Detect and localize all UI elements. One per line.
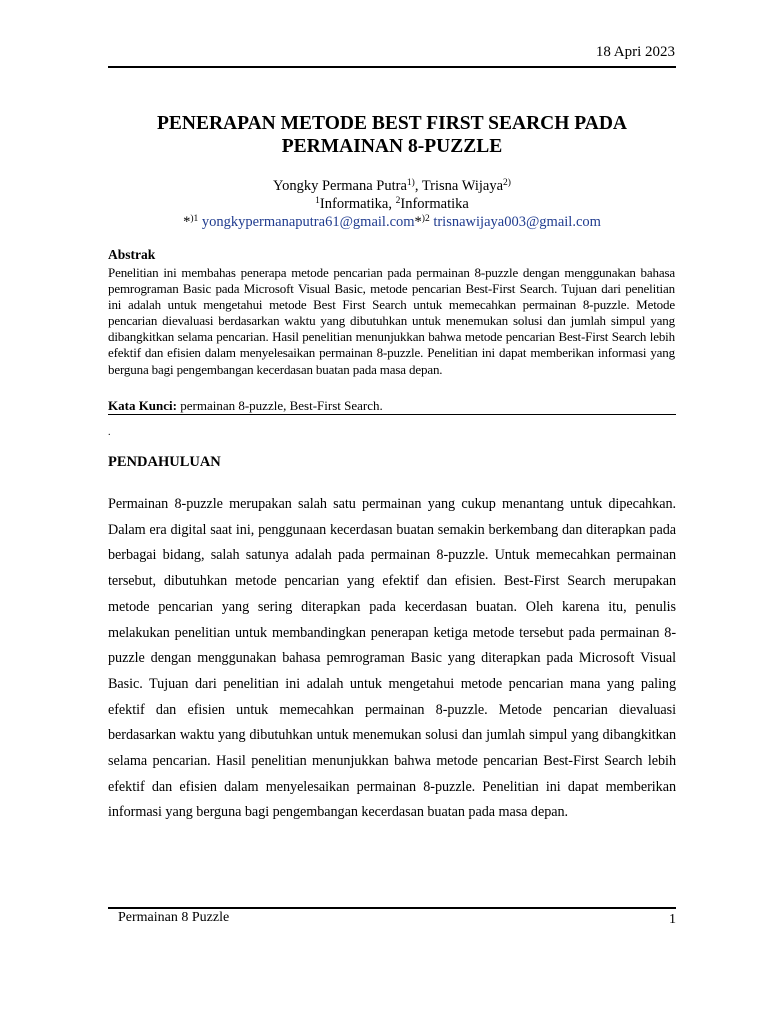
author-2-marker: 2) xyxy=(503,178,511,188)
header-date: 18 Apri 2023 xyxy=(595,44,675,60)
author-separator: , xyxy=(414,178,422,194)
affiliations xyxy=(108,195,676,213)
affiliation-1: Informatika, xyxy=(319,196,396,212)
author-2-name: Trisna Wijaya xyxy=(421,178,504,194)
email-2-prefix: * xyxy=(414,214,422,230)
author-1-marker: 1) xyxy=(406,178,415,188)
abstract-text: Penelitian ini membahas penerapa metode pencarian pada permainan 8-puzzle dengan menggunakan bahasa pemrograman Basic pada Microsoft Visual Basic, metode pencarian Best-First Search. Tujuan dari penelitian ini adalah untuk mengetahui metode Best First Search untuk memecahkan permainan 8-puzzle. Metode pencarian dievaluasi berdasarkan waktu yang dibutuhkan untuk menemukan solusi dan jumlah simpul yang dibangkitkan selama pencarian. Hasil penelitian menunjukkan bahwa metode pencarian Best-First Search lebih efektif dan efisien dalam menyelesaikan permainan 8-puzzle. Penelitian ini dapat memberikan informasi yang berguna bagi pengembangan kecerdasan buatan pada masa depan. xyxy=(108,265,675,377)
keywords-rule xyxy=(108,414,676,415)
affiliation-1-marker: 1 xyxy=(315,196,320,206)
keywords-values: permainan 8-puzzle, Best-First Search. xyxy=(176,398,383,413)
affiliation-2: Informatika xyxy=(400,196,469,212)
footer-rule xyxy=(108,907,676,909)
header-rule xyxy=(108,66,676,68)
email-2-marker: )2 xyxy=(421,214,430,224)
email-link-1[interactable]: yongkypermanaputra61@gmail.com xyxy=(201,214,415,230)
email-link-2[interactable]: trisnawijaya003@gmail.com xyxy=(433,214,601,230)
stray-mark: . xyxy=(108,427,111,438)
email-1-prefix: * xyxy=(183,214,191,230)
abstract-heading: Abstrak xyxy=(108,247,156,262)
section-body-text: Permainan 8-puzzle merupakan salah satu permainan yang cukup menantang untuk dipecahkan. Dalam era digital saat ini, penggunaan kecerdasan buatan semakin berkembang dan diterapkan pada berbagai bidang, salah satunya adalah pada permainan 8-puzzle. Untuk memecahkan permainan tersebut, dibutuhkan metode pencarian yang efektif dan efisien. Best-First Search merupakan metode pencarian yang sering diterapkan pada kecerdasan buatan. Oleh karena itu, penulis melakukan penelitian untuk membandingkan penerapan ketiga metode tersebut pada permainan 8-puzzle dengan menggunakan bahasa pemrograman Basic yang diterapkan pada Microsoft Visual Basic. Tujuan dari penelitian ini adalah untuk mengetahui metode pencarian mana yang paling efektif dan efisien untuk memecahkan permainan 8-puzzle. Metode pencarian dievaluasi berdasarkan waktu yang dibutuhkan untuk menemukan solusi dan jumlah simpul yang dibangkitkan selama pencarian. Hasil penelitian menunjukkan bahwa metode pencarian Best-First Search lebih efektif dan efisien dalam menyelesaikan permainan 8-puzzle. Penelitian ini dapat memberikan informasi yang berguna bagi pengembangan kecerdasan buatan pada masa depan. xyxy=(108,496,676,821)
footer-running-title: Permainan 8 Puzzle xyxy=(118,910,230,925)
section-heading: PENDAHULUAN xyxy=(108,454,221,470)
author-names xyxy=(108,177,676,195)
keywords-label: Kata Kunci: xyxy=(108,398,177,413)
email-1-marker: )1 xyxy=(190,214,199,224)
author-block xyxy=(108,177,676,231)
paper-title: PENERAPAN METODE BEST FIRST SEARCH PADA PERMAINAN 8-PUZZLE xyxy=(156,113,628,157)
keywords-line xyxy=(108,398,676,414)
author-1-name: Yongky Permana Putra xyxy=(273,178,407,194)
affiliation-2-marker: 2 xyxy=(395,196,401,206)
contact-emails xyxy=(108,213,676,231)
footer-page-number: 1 xyxy=(669,912,676,927)
